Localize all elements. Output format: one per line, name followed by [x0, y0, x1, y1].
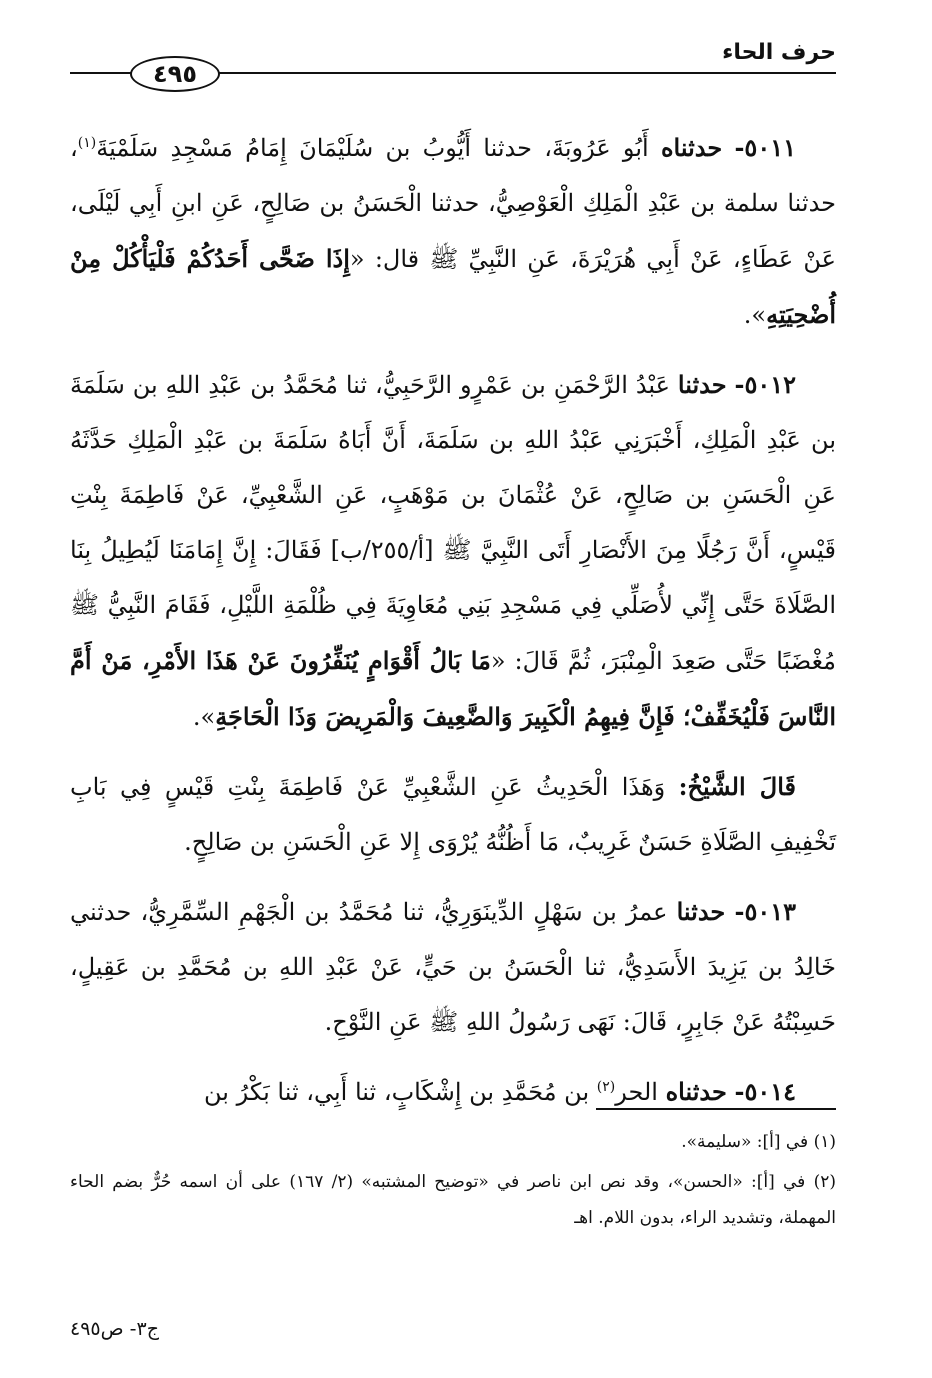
hadith-text: بن مُحَمَّدِ بن إِشْكَابٍ، ثنا أَبِي، ثنا بَكْرُ بن [204, 1078, 597, 1106]
hadith-number: ٥٠١٤- [734, 1077, 796, 1106]
hadith-lead: حدثنا [677, 370, 727, 399]
hadith-lead: حدثنا [676, 897, 726, 926]
prophetic-saying: مَا بَالُ أَقْوَامٍ يُنَفِّرُونَ عَنْ هَذَا الأَمْرِ، مَنْ أَمَّ النَّاسَ فَلْيُخَفِّفْ؛ فَإِنَّ فِيهِمُ الْكَبِيرَ وَالضَّعِيفَ وَالْمَرِيضَ وَذَا الْحَاجَةِ [70, 646, 836, 731]
hadith-number: ٥٠١٣- [734, 897, 796, 926]
hadith-text: ». [192, 703, 216, 731]
hadith-5013 [70, 884, 836, 1050]
chapter-title: حرف الحاء [722, 40, 836, 65]
footnote-2: (٢) في [أ]: «الحسن»، وقد نص ابن ناصر في «توضيح المشتبه» (٢/ ١٦٧) على أن اسمه حُرٌّ بضم الحاء المهملة، وتشديد الراء، بدون اللام. اهـ [70, 1172, 836, 1228]
footnotes [70, 1124, 836, 1240]
sheikh-comment [70, 759, 836, 870]
main-text [70, 120, 836, 1134]
hadith-5014 [70, 1064, 836, 1120]
hadith-number: ٥٠١٢- [734, 370, 796, 399]
prophetic-saying: إِذَا ضَحَّى أَحَدُكُمْ فَلْيَأْكُلْ مِنْ أُضْحِيَتِهِ [70, 244, 836, 329]
hadith-number: ٥٠١١- [734, 133, 796, 162]
volume-page-reference: ج٣- ص٤٩٥ [70, 1318, 159, 1340]
page-number: ٤٩٥ [130, 56, 220, 92]
hadith-text: الحر [615, 1078, 666, 1106]
footnote-1: (١) في [أ]: «سليمة». [681, 1132, 836, 1152]
hadith-5012 [70, 357, 836, 745]
hadith-5011 [70, 120, 836, 343]
hadith-text: ». [743, 301, 767, 329]
hadith-text: عَبْدُ الرَّحْمَنِ بن عَمْرٍو الرَّحَبِيُّ، ثنا مُحَمَّدُ بن عَبْدِ اللهِ بن سَلَمَةَ بن عَبْدِ الْمَلِكِ، أَخْبَرَنِي عَبْدُ اللهِ بن سَلَمَةَ، أَنَّ أَبَاهُ سَلَمَةَ بن عَبْدِ الْمَلِكِ حَدَّثَهُ عَنِ الْحَسَنِ بن صَالِحٍ، عَنْ عُثْمَانَ بن مَوْهَبٍ، عَنِ الشَّعْبِيِّ، عَنْ فَاطِمَةَ بِنْتِ قَيْسٍ، أَنَّ رَجُلًا مِنَ الأَنْصَارِ أَتَى النَّبِيَّ ﷺ [أ/٢٥٥/ب] فَقَالَ: إِنَّ إِمَامَنَا لَيُطِيلُ بِنَا الصَّلَاةَ حَتَّى إِنِّي لأُصَلِّي فِي مَسْجِدِ بَنِي مُعَاوِيَةَ فِي ظُلْمَةِ اللَّيْلِ، فَقَامَ النَّبِيُّ ﷺ مُغْضَبًا حَتَّى صَعِدَ الْمِنْبَرَ، ثُمَّ قَالَ: « [70, 371, 837, 675]
sheikh-text: وَهَذَا الْحَدِيثُ عَنِ الشَّعْبِيِّ عَنْ فَاطِمَةَ بِنْتِ قَيْسٍ فِي بَابِ تَخْفِيفِ الصَّلَاةِ حَسَنٌ غَرِيبٌ، مَا أَظُنُّهُ يُرْوَى إِلا عَنِ الْحَسَنِ بن صَالِحٍ. [70, 773, 836, 856]
footnote-marker: (٢) [596, 1079, 616, 1095]
footnote-rule [596, 1108, 836, 1110]
hadith-text: عمرُ بن سَهْلٍ الدِّينَوَرِيُّ، ثنا مُحَمَّدُ بن الْجَهْمِ السِّمَّرِيُّ، حدثني خَالِدُ بن يَزِيدَ الأَسَدِيُّ، ثنا الْحَسَنُ بن حَيٍّ، عَنْ عَبْدِ اللهِ بن مُحَمَّدِ بن عَقِيلٍ، حَسِبْتُهُ عَنْ جَابِرٍ، قَالَ: نَهَى رَسُولُ اللهِ ﷺ عَنِ النَّوْحِ. [70, 898, 836, 1036]
sheikh-lead: قَالَ الشَّيْخُ: [678, 772, 796, 801]
hadith-text: ، حدثنا سلمة بن عَبْدِ الْمَلِكِ الْعَوْصِيُّ، حدثنا الْحَسَنُ بن صَالِحٍ، عَنِ ابنِ أَبِي لَيْلَى، عَنْ عَطَاءٍ، عَنْ أَبِي هُرَيْرَةَ، عَنِ النَّبِيِّ ﷺ قال: « [70, 134, 836, 273]
hadith-lead: حدثناه [665, 1077, 727, 1106]
hadith-text: أَبُو عَرُوبَةَ، حدثنا أَيُّوبُ بن سُلَيْمَانَ إِمَامُ مَسْجِدِ سَلَمْيَةَ [96, 134, 661, 162]
hadith-lead: حدثناه [660, 133, 723, 162]
footnote-marker: (١) [77, 135, 97, 151]
